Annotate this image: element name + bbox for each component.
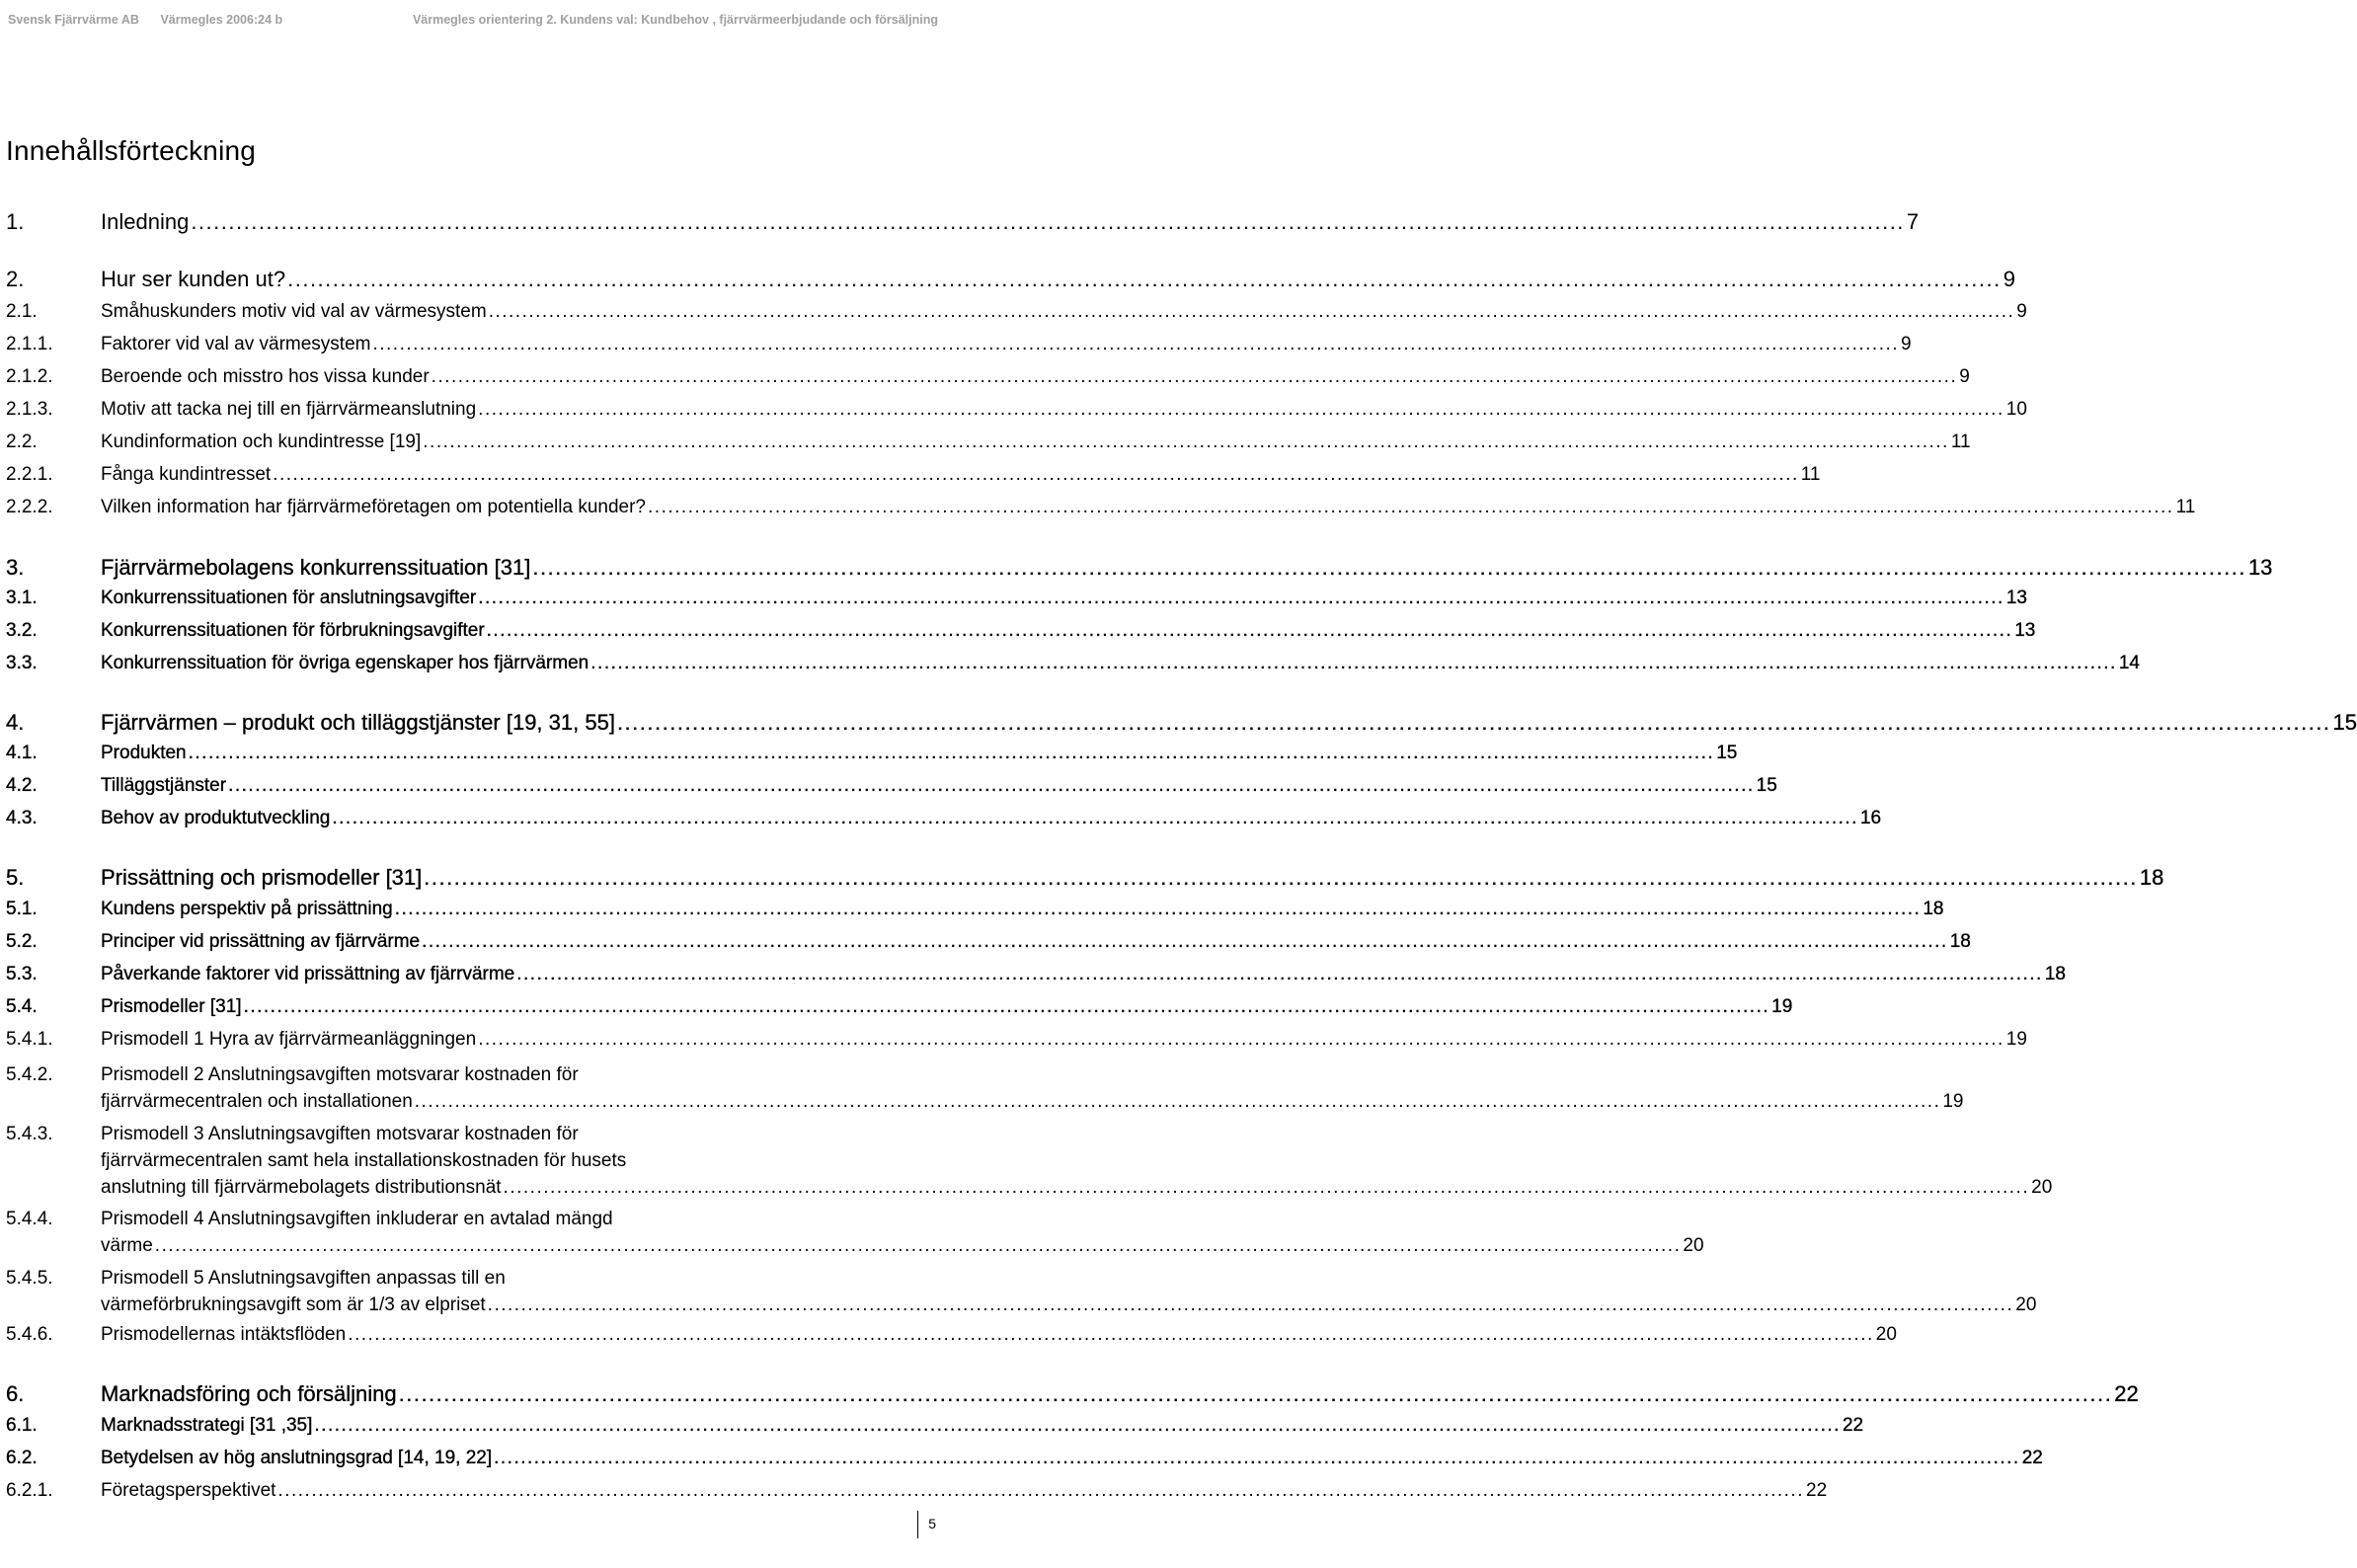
- dot-leader: [422, 931, 1948, 953]
- toc-entry-text: Konkurrenssituationen för anslutningsavgifter: [101, 588, 477, 608]
- toc-entry-body: [101, 1029, 2027, 1051]
- dot-leader: [494, 1448, 2020, 1469]
- page-number: 5: [917, 1511, 936, 1538]
- toc-entry-body: [101, 267, 2015, 292]
- toc-entry[interactable]: [6, 710, 2357, 736]
- toc-entry[interactable]: [6, 555, 2273, 581]
- dot-leader: [228, 775, 1755, 797]
- toc-entry-body: [101, 710, 2357, 736]
- toc-entry-body: [101, 464, 1820, 486]
- toc-entry-text: Kundinformation och kundintresse [19]: [101, 431, 422, 452]
- toc-entry-page: 10: [2005, 399, 2027, 420]
- toc-entry[interactable]: [6, 588, 2027, 609]
- toc-entry-page: 13: [2247, 555, 2273, 580]
- toc-entry[interactable]: [6, 1324, 1897, 1346]
- toc-entry-page: 20: [2031, 1177, 2053, 1198]
- toc-entry-text: Företagsperspektivet: [101, 1480, 276, 1501]
- toc-entry-number: 5.3.: [6, 964, 38, 984]
- dot-leader: [590, 653, 2117, 674]
- toc-entry-page: 11: [1950, 431, 1971, 452]
- toc-entry-number: 5.4.5.: [6, 1268, 53, 1289]
- toc-entry-number: 5.4.4.: [6, 1209, 53, 1229]
- toc-entry[interactable]: [6, 1029, 2027, 1051]
- toc-entry-number: 2.1.1.: [6, 334, 53, 354]
- toc-title: Innehållsförteckning: [6, 135, 257, 166]
- header-doc: Värmegles 2006:24 b: [160, 13, 283, 27]
- toc-entry[interactable]: [6, 653, 2140, 674]
- toc-entry[interactable]: [6, 743, 1738, 764]
- dot-leader: [532, 555, 2246, 581]
- running-header: [0, 0, 948, 36]
- dot-leader: [487, 620, 2013, 642]
- toc-entry-number: 6.: [6, 1381, 25, 1406]
- toc-entry-number: 5.4.6.: [6, 1324, 53, 1345]
- toc-entry-number: 2.1.2.: [6, 366, 53, 387]
- toc-entry-number: 5.1.: [6, 899, 38, 919]
- toc-entry-text-line: Prismodell 3 Anslutningsavgiften motsvarar kostnaden för: [101, 1124, 579, 1144]
- dot-leader: [277, 1480, 1804, 1502]
- toc-entry-page: 15: [2332, 710, 2357, 735]
- toc-entry-body: [101, 775, 1777, 797]
- toc-entry-page: 22: [2021, 1448, 2043, 1468]
- toc-entry[interactable]: [6, 267, 2015, 292]
- toc-entry[interactable]: [6, 301, 2027, 323]
- toc-entry-body: [101, 588, 2027, 609]
- dot-leader: [189, 743, 1715, 764]
- toc-entry[interactable]: [6, 1206, 1704, 1259]
- toc-entry-number: 2.: [6, 267, 25, 291]
- toc-entry-text: Marknadsstrategi [31 ,35]: [101, 1415, 313, 1436]
- toc-entry-text: Inledning: [101, 209, 190, 234]
- toc-entry-body: [101, 209, 1919, 235]
- toc-entry[interactable]: [6, 209, 1920, 235]
- toc-entry-body: [101, 1061, 1964, 1115]
- dot-leader: [488, 1292, 2014, 1318]
- toc-entry-text: Principer vid prissättning av fjärrvärme: [101, 931, 421, 952]
- toc-entry-body: [101, 1324, 1897, 1346]
- toc-entry[interactable]: [6, 1121, 2053, 1201]
- dot-leader: [423, 431, 1949, 453]
- toc-entry[interactable]: [6, 334, 1912, 355]
- dot-leader: [504, 1174, 2030, 1201]
- toc-entry-number: 5.2.: [6, 931, 38, 952]
- dot-leader: [332, 808, 1858, 829]
- toc-entry-number: 2.2.: [6, 431, 38, 452]
- toc-entry-number: 4.3.: [6, 808, 38, 828]
- dot-leader: [424, 865, 2138, 891]
- toc-entry-page: 7: [1906, 209, 1920, 234]
- toc-entry-page: 9: [2003, 267, 2015, 291]
- toc-entry[interactable]: [6, 964, 2066, 985]
- toc-entry[interactable]: [6, 1480, 1828, 1502]
- toc-entry-number: 4.: [6, 710, 25, 735]
- toc-entry-number: 2.1.: [6, 301, 38, 322]
- toc-entry[interactable]: [6, 431, 1971, 453]
- toc-entry-text: Kundens perspektiv på prissättning: [101, 899, 393, 919]
- toc-entry[interactable]: [6, 899, 1944, 920]
- toc-entry-page: 22: [1806, 1480, 1828, 1501]
- toc-entry[interactable]: [6, 1061, 1964, 1115]
- toc-entry-number: 2.2.2.: [6, 497, 53, 517]
- toc-entry-text-line: fjärrvärmecentralen samt hela installationskostnaden för husets: [101, 1150, 627, 1171]
- toc-entry-page: 13: [2014, 620, 2036, 641]
- toc-entry-text: Faktorer vid val av värmesystem: [101, 334, 371, 354]
- toc-entry-page: 15: [1756, 775, 1777, 796]
- toc-entry-body: [101, 1206, 1704, 1259]
- toc-entry-text: Beroende och misstro hos vissa kunder: [101, 366, 430, 387]
- toc-entry-body: [101, 865, 2163, 891]
- toc-entry-page: 19: [2005, 1029, 2027, 1050]
- toc-entry-number: 4.2.: [6, 775, 38, 796]
- toc-entry[interactable]: [6, 775, 1777, 797]
- toc-entry-text: Fånga kundintresset: [101, 464, 272, 485]
- dot-leader: [273, 464, 1799, 486]
- dot-leader: [478, 399, 2004, 421]
- toc-entry-text: Prismodeller [31]: [101, 996, 242, 1017]
- dot-leader: [478, 588, 2004, 609]
- toc-entry-text: Vilken information har fjärrvärmeföretagen om potentiella kunder?: [101, 497, 647, 517]
- header-org: Svensk Fjärrvärme AB: [8, 13, 139, 27]
- toc-entry-page: 22: [2114, 1381, 2139, 1406]
- toc-entry-body: [101, 808, 1881, 829]
- toc-entry[interactable]: [6, 620, 2036, 642]
- toc-entry[interactable]: [6, 808, 1882, 829]
- toc-entry-body: [101, 1381, 2139, 1407]
- toc-entry-page: 20: [1683, 1235, 1704, 1256]
- toc-entry-body: [101, 1415, 1863, 1437]
- toc-entry-body: [101, 996, 1792, 1018]
- toc-entry-body: [101, 653, 2140, 674]
- toc-entry-body: [101, 497, 2195, 518]
- toc-entry-number: 1.: [6, 209, 25, 234]
- toc-entry-text-line: Prismodell 2 Anslutningsavgiften motsvarar kostnaden för: [101, 1064, 579, 1085]
- toc-entry-text: Produkten: [101, 743, 187, 763]
- toc-entry-page: 13: [2005, 588, 2027, 608]
- dot-leader: [399, 1381, 2113, 1407]
- toc-entry-page: 15: [1716, 743, 1738, 763]
- toc-entry-text: Fjärrvärmen – produkt och tilläggstjänster [19, 31, 55]: [101, 710, 615, 735]
- toc-entry-number: 6.2.1.: [6, 1480, 53, 1501]
- toc-entry-page: 11: [1800, 464, 1821, 485]
- toc-entry-number: 5.: [6, 865, 25, 890]
- toc-entry-body: [101, 1448, 2043, 1469]
- toc-entry-text: Marknadsföring och försäljning: [101, 1381, 397, 1406]
- dot-leader: [489, 301, 2015, 323]
- toc-entry-text: Prismodell 1 Hyra av fjärrvärmeanläggningen: [101, 1029, 477, 1050]
- toc-entry[interactable]: [6, 996, 1793, 1018]
- dot-leader: [648, 497, 2174, 518]
- header-title: Värmegles orientering 2. Kundens val: Kundbehov , fjärrvärmeerbjudande och försäljning: [412, 13, 938, 27]
- toc-entry-text: Tilläggstjänster: [101, 775, 227, 796]
- toc-entry-text: Betydelsen av hög anslutningsgrad [14, 19, 22]: [101, 1448, 493, 1468]
- toc-entry-page: 18: [2139, 865, 2164, 890]
- dot-leader: [314, 1415, 1841, 1437]
- toc-entry-text: Småhuskunders motiv vid val av värmesystem: [101, 301, 487, 322]
- toc-entry-number: 3.3.: [6, 653, 38, 673]
- toc-entry-text: värmeförbrukningsavgift som är 1/3 av elpriset: [101, 1294, 486, 1315]
- toc-entry-body: [101, 1480, 1827, 1502]
- toc-entry-body: [101, 399, 2027, 421]
- toc-entry-page: 22: [1842, 1415, 1864, 1436]
- toc-entry-text-line: Prismodell 5 Anslutningsavgiften anpassas till en: [101, 1268, 506, 1289]
- dot-leader: [478, 1029, 2004, 1051]
- toc-entry[interactable]: [6, 464, 1821, 486]
- toc-entry-number: 3.: [6, 555, 25, 580]
- toc-entry-text: Hur ser kunden ut?: [101, 267, 286, 291]
- toc-entry-body: [101, 334, 1912, 355]
- toc-entry[interactable]: [6, 865, 2164, 891]
- dot-leader: [516, 964, 2043, 985]
- toc-entry-page: 19: [1771, 996, 1793, 1017]
- dot-leader: [348, 1324, 1874, 1346]
- toc-entry-page: 18: [1949, 931, 1971, 952]
- toc-entry-body: [101, 1121, 2052, 1201]
- toc-entry-text: värme: [101, 1235, 153, 1256]
- toc-entry-body: [101, 1265, 2036, 1318]
- toc-entry-body: [101, 555, 2272, 581]
- dot-leader: [155, 1232, 1682, 1259]
- toc-entry-page: 9: [2016, 301, 2027, 322]
- toc-entry-body: [101, 301, 2027, 323]
- toc-entry-number: 2.1.3.: [6, 399, 53, 420]
- toc-entry-number: 5.4.2.: [6, 1064, 53, 1085]
- header-left: [8, 13, 300, 27]
- toc-entry-text: Behov av produktutveckling: [101, 808, 331, 828]
- dot-leader: [287, 267, 2002, 292]
- toc-entry-text: Motiv att tacka nej till en fjärrvärmeanslutning: [101, 399, 477, 420]
- toc-entry-text: Påverkande faktorer vid prissättning av fjärrvärme: [101, 964, 515, 984]
- dot-leader: [372, 334, 1899, 355]
- toc-entry-number: 6.1.: [6, 1415, 38, 1436]
- toc-entry-page: 9: [1959, 366, 1970, 387]
- toc-entry[interactable]: [6, 1415, 1864, 1437]
- toc-entry-page: 14: [2118, 653, 2140, 673]
- toc-entry-page: 20: [1875, 1324, 1897, 1345]
- dot-leader: [415, 1088, 1941, 1115]
- toc-entry[interactable]: [6, 366, 1970, 388]
- toc-entry-text: Konkurrenssituation för övriga egenskaper hos fjärrvärmen: [101, 653, 589, 673]
- toc-entry-number: 4.1.: [6, 743, 38, 763]
- toc-entry-body: [101, 931, 1971, 953]
- toc-entry-body: [101, 620, 2035, 642]
- toc-entry-page: 18: [1923, 899, 1944, 919]
- toc-entry-text: Prissättning och prismodeller [31]: [101, 865, 423, 890]
- toc-entry[interactable]: [6, 1381, 2139, 1407]
- toc-entry-number: 3.1.: [6, 588, 38, 608]
- toc-entry-text: Konkurrenssituationen för förbrukningsavgifter: [101, 620, 485, 641]
- toc-entry-page: 16: [1859, 808, 1882, 828]
- toc-entry[interactable]: [6, 1265, 2037, 1318]
- toc-entry-body: [101, 431, 1971, 453]
- toc-entry-text: Fjärrvärmebolagens konkurrenssituation [31]: [101, 555, 531, 580]
- toc-entry-page: 18: [2044, 964, 2066, 984]
- toc-entry-number: 3.2.: [6, 620, 38, 641]
- toc-entry-text-line: Prismodell 4 Anslutningsavgiften inkluderar en avtalad mängd: [101, 1209, 613, 1229]
- toc-entry-page: 9: [1901, 334, 1912, 354]
- toc-entry-number: 6.2.: [6, 1448, 38, 1468]
- toc-entry[interactable]: [6, 497, 2196, 518]
- toc-entry-text: Prismodellernas intäktsflöden: [101, 1324, 347, 1345]
- toc-entry[interactable]: [6, 399, 2027, 421]
- dot-leader: [395, 899, 1922, 920]
- toc-entry-body: [101, 743, 1737, 764]
- toc-entry-text: fjärrvärmecentralen och installationen: [101, 1091, 413, 1112]
- toc-entry-page: 19: [1942, 1091, 1964, 1112]
- toc-entry-page: 11: [2175, 497, 2196, 517]
- toc-entry-body: [101, 366, 1970, 388]
- dot-leader: [432, 366, 1958, 388]
- dot-leader: [244, 996, 1770, 1018]
- dot-leader: [617, 710, 2331, 736]
- toc-entry[interactable]: [6, 1448, 2043, 1469]
- toc-entry[interactable]: [6, 931, 1971, 953]
- toc-entry-number: 2.2.1.: [6, 464, 53, 485]
- toc-entry-body: [101, 964, 2066, 985]
- toc-entry-number: 5.4.: [6, 996, 38, 1017]
- toc-entry-body: [101, 899, 1943, 920]
- toc-entry-text: anslutning till fjärrvärmebolagets distributionsnät: [101, 1177, 502, 1198]
- toc-entry-number: 5.4.1.: [6, 1029, 53, 1050]
- toc-entry-number: 5.4.3.: [6, 1124, 53, 1144]
- toc-entry-page: 20: [2015, 1294, 2037, 1315]
- dot-leader: [191, 209, 1905, 235]
